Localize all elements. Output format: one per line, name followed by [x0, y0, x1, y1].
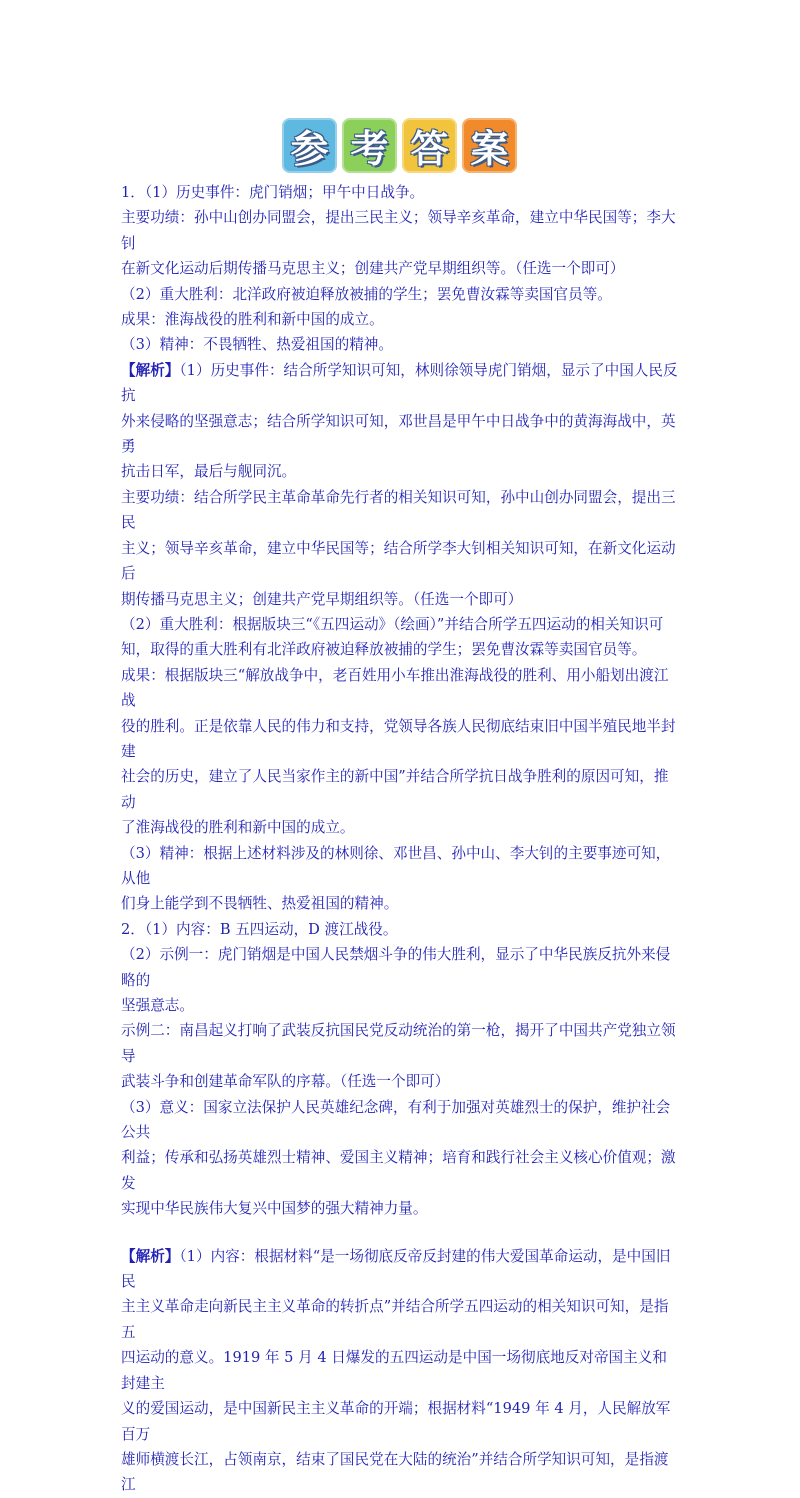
text-line: 1．（1）历史事件：虎门销烟；甲午中日战争。 — [121, 184, 425, 201]
text-line: 了淮海战役的胜利和新中国的成立。 — [121, 819, 355, 837]
text-line: 主要功绩：结合所学民主革命革命先行者的相关知识可知，孙中山创办同盟会，提出三民 — [121, 488, 676, 532]
text-line: （3）精神：不畏牺牲、热爱祖国的精神。 — [121, 336, 393, 354]
text-line: 社会的历史，建立了人民当家作主的新中国”并结合所学抗日战争胜利的原因可知，推动 — [121, 768, 669, 811]
text-line: 知，取得的重大胜利有北洋政府被迫释放被捕的学生；罢免曹汝霖等卖国官员等。 — [121, 641, 647, 659]
text-line: （2）示例一：虎门销烟是中国人民禁烟斗争的伟大胜利，显示了中华民族反抗外来侵略的 — [121, 946, 671, 989]
banner-tile: 参 — [282, 118, 337, 173]
text-line: 们身上能学到不畏牺牲、热爱祖国的精神。 — [121, 895, 399, 913]
text-line: 实现中华民族伟大复兴中国梦的强大精神力量。 — [121, 1200, 428, 1218]
blank-gap — [121, 1222, 681, 1244]
banner-tile: 案 — [462, 118, 517, 173]
answer-banner — [282, 118, 520, 174]
text-line: 示例二：南昌起义打响了武装反抗国民党反动统治的第一枪，揭开了中国共产党独立领导 — [121, 1022, 676, 1065]
answer-content — [121, 180, 681, 1498]
text-line: （2）重大胜利：北洋政府被迫释放被捕的学生；罢免曹汝霖等卖国官员等。 — [121, 285, 612, 303]
text-line: 主主义革命走向新民主主义革命的转折点”并结合所学五四运动的相关知识可知，是指五 — [121, 1298, 669, 1341]
analysis-line — [121, 1244, 681, 1295]
text-line: （3）意义：国家立法保护人民英雄纪念碑，有利于加强对英雄烈士的保护，维护社会公共 — [121, 1098, 671, 1142]
banner-tile: 考 — [342, 118, 397, 173]
text-line: 2．（1）内容：B 五四运动，D 渡江战役。 — [121, 920, 398, 938]
text-line: 利益；传承和弘扬英雄烈士精神、爱国主义精神；培育和践行社会主义核心价值观；激发 — [121, 1149, 676, 1192]
text-line: 雄师横渡长江，占领南京，结束了国民党在大陆的统治”并结合所学知识可知，是指渡江 — [121, 1450, 669, 1494]
text-line: 期传播马克思主义；创建共产党早期组织等。（任选一个即可） — [121, 590, 523, 608]
text-line: 成果：根据版块三“解放战争中，老百姓用小车推出淮海战役的胜利、用小船划出渡江战 — [121, 666, 669, 710]
text-span: （1）内容：根据材料“是一场彻底反帝反封建的伟大爱国革命运动，是中国旧民 — [121, 1247, 671, 1291]
text-line: 在新文化运动后期传播马克思主义；创建共产党早期组织等。（任选一个即可） — [121, 260, 625, 278]
text-span: （1）历史事件：结合所学知识可知，林则徐领导虎门销烟，显示了中国人民反抗 — [121, 361, 678, 405]
text-line: 抗击日军，最后与舰同沉。 — [121, 463, 297, 481]
text-line: 役的胜利。正是依靠人民的伟力和支持，党领导各族人民彻底结束旧中国半殖民地半封建 — [121, 717, 676, 760]
text-line: 主要功绩：孙中山创办同盟会，提出三民主义；领导辛亥革命，建立中华民国等；李大钊 — [121, 209, 676, 252]
text-line: 武装斗争和创建革命军队的序幕。（任选一个即可） — [121, 1073, 450, 1091]
analysis-label: 【解析】 — [121, 361, 180, 379]
text-line: 成果：淮海战役的胜利和新中国的成立。 — [121, 311, 384, 329]
text-line: 坚强意志。 — [121, 997, 194, 1014]
text-line: 主义；领导辛亥革命，建立中华民国等；结合所学李大钊相关知识可知，在新文化运动后 — [121, 539, 676, 583]
banner-tile: 答 — [402, 118, 457, 173]
text-line: （2）重大胜利：根据版块三“《五四运动》（绘画）”并结合所学五四运动的相关知识可 — [121, 615, 664, 633]
analysis-label: 【解析】 — [121, 1247, 180, 1265]
text-line: 四运动的意义。1919 年 5 月 4 日爆发的五四运动是中国一场彻底地反对帝国主义和封建主 — [121, 1349, 667, 1392]
analysis-line — [121, 358, 681, 409]
text-line: 外来侵略的坚强意志；结合所学知识可知，邓世昌是甲午中日战争中的黄海海战中，英勇 — [121, 412, 676, 456]
text-line: （3）精神：根据上述材料涉及的林则徐、邓世昌、孙中山、李大钊的主要事迹可知，从他 — [121, 844, 671, 887]
text-line: 义的爱国运动，是中国新民主主义革命的开端；根据材料“1949 年 4 月，人民解放军百万 — [121, 1400, 671, 1443]
